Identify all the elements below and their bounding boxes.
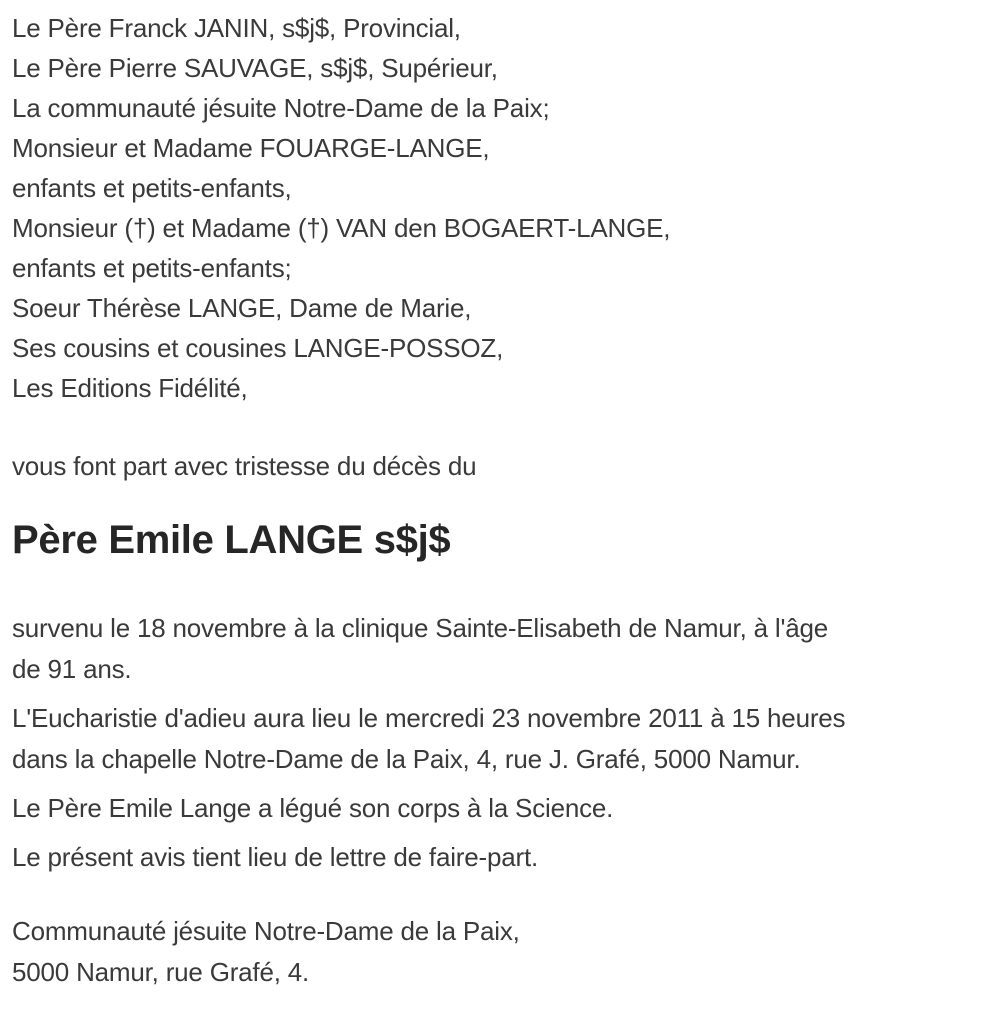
sender-line: enfants et petits-enfants; (12, 253, 292, 283)
ceremony-details-paragraph (12, 698, 990, 780)
paragraph-line: Le présent avis tient lieu de lettre de faire-part. (12, 842, 538, 872)
notice-statement-paragraph (12, 837, 990, 878)
sender-line: Le Père Franck JANIN, s$j$, Provincial, (12, 13, 461, 43)
announcement-text: vous font part avec tristesse du décès du (12, 451, 477, 481)
paragraph-line: Le Père Emile Lange a légué son corps à la Science. (12, 793, 614, 823)
paragraph-line: L'Eucharistie d'adieu aura lieu le mercredi 23 novembre 2011 à 15 heures (12, 703, 846, 733)
body-donation-paragraph (12, 788, 990, 829)
sender-line: Monsieur (†) et Madame (†) VAN den BOGAERT-LANGE, (12, 213, 671, 243)
sender-line: Ses cousins et cousines LANGE-POSSOZ, (12, 333, 504, 363)
sender-line: Les Editions Fidélité, (12, 373, 248, 403)
sender-line: Monsieur et Madame FOUARGE-LANGE, (12, 133, 490, 163)
paragraph-line: de 91 ans. (12, 654, 132, 684)
community-address (12, 911, 990, 993)
paragraph-line: dans la chapelle Notre-Dame de la Paix, 4, rue J. Grafé, 5000 Namur. (12, 744, 801, 774)
death-details-paragraph (12, 608, 990, 690)
details-section (12, 608, 990, 878)
deceased-name-heading: Père Emile LANGE s$j$ (12, 518, 451, 562)
sender-line: Le Père Pierre SAUVAGE, s$j$, Supérieur, (12, 53, 498, 83)
sender-line: La communauté jésuite Notre-Dame de la Paix; (12, 93, 550, 123)
address-line: 5000 Namur, rue Grafé, 4. (12, 957, 310, 987)
address-line: Communauté jésuite Notre-Dame de la Paix, (12, 916, 520, 946)
sender-line: enfants et petits-enfants, (12, 173, 292, 203)
paragraph-line: survenu le 18 novembre à la clinique Sainte-Elisabeth de Namur, à l'âge (12, 613, 829, 643)
senders-list (12, 8, 990, 408)
sender-line: Soeur Thérèse LANGE, Dame de Marie, (12, 293, 472, 323)
